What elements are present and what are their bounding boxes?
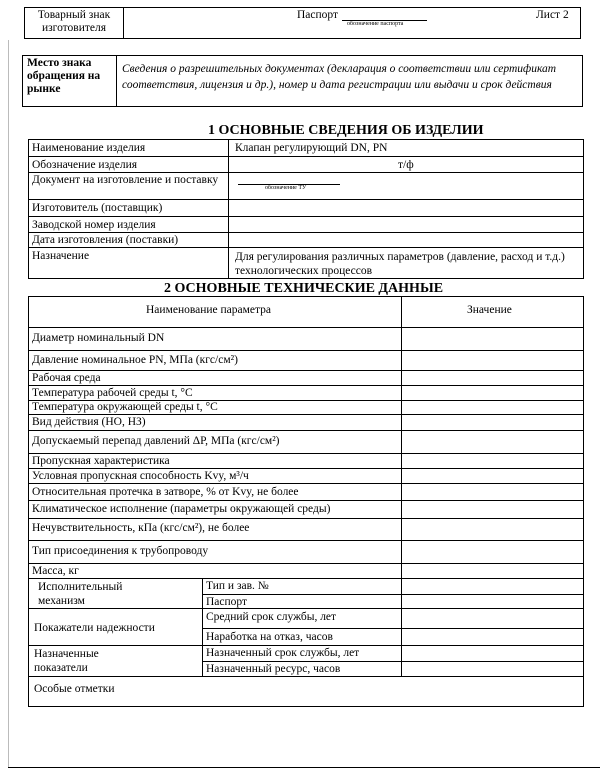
reliability-label: Покажатели надежности: [34, 622, 155, 634]
s1-label-designation: Обозначение изделия: [32, 159, 138, 171]
assigned-life: Назначенный срок службы, лет: [206, 647, 360, 659]
section2-value-divider: [401, 296, 402, 676]
market-mark-description: Сведения о разрешительных документах (декларация о соответствии или сертификат соответствия, лицензия и др.), номер и дата регистрации или выдачи и срок действия: [122, 63, 557, 91]
s1-label-name: Наименование изделия: [32, 142, 146, 154]
s2-group-line: [28, 676, 584, 677]
s1-value-purpose: Для регулирования различных параметров (давление, расход и т.д.) технологических процессов: [235, 251, 565, 277]
s1-row-line: [28, 199, 584, 200]
param-climate: Климатическое исполнение (параметры окружающей среды): [32, 503, 331, 515]
reliability-life: Средний срок службы, лет: [206, 611, 337, 623]
s1-row-line: [28, 247, 584, 248]
s1-label-serial: Заводской номер изделия: [32, 219, 156, 231]
s1-row-line: [28, 216, 584, 217]
s2-group-line: [28, 645, 584, 646]
col-value-header: Значение: [467, 304, 512, 316]
s2-row-line: [28, 414, 584, 415]
s1-label-purpose: Назначение: [32, 250, 90, 262]
s2-row-line: [28, 468, 584, 469]
param-dn: Диаметр номинальный DN: [32, 332, 165, 344]
s1-label-date: Дата изготовления (поставки): [32, 234, 179, 246]
s1-row-line: [28, 172, 584, 173]
page-left-line: [8, 40, 9, 767]
param-flow-char: Пропускная характеристика: [32, 455, 170, 467]
param-pressure-drop: Допускаемый перепад давлений ΔР, МПа (кгс/см²): [32, 435, 280, 447]
s2-row-line: [28, 430, 584, 431]
section1-title: 1 ОСНОВНЫЕ СВЕДЕНИЯ ОБ ИЗДЕЛИИ: [208, 123, 484, 138]
param-mass: Масса, кг: [32, 565, 79, 577]
param-kvy: Условная пропускная способность Kvy, м³/ч: [32, 470, 249, 482]
s2-row-line: [28, 540, 584, 541]
s2-row-line: [28, 578, 584, 579]
s2-row-line: [28, 483, 584, 484]
param-leakage: Относительная протечка в затворе, % от Kvy, не более: [32, 486, 299, 498]
s2-sub-line: [202, 594, 584, 595]
trademark-label: Товарный знак изготовителя: [37, 9, 111, 34]
s1-value-designation: т/ф: [398, 159, 414, 171]
s2-row-line: [28, 350, 584, 351]
reliability-mtbf: Наработка на отказ, часов: [206, 631, 333, 643]
param-insensitivity: Нечувствительность, кПа (кгс/см²), не более: [32, 522, 250, 534]
s1-label-document: Документ на изготовление и поставку: [32, 174, 219, 186]
special-notes-label: Особые отметки: [34, 683, 115, 695]
s2-row-line: [28, 370, 584, 371]
assigned-resource: Назначенный ресурс, часов: [206, 663, 341, 675]
sheet-label: Лист 2: [536, 9, 569, 21]
s2-row-line: [28, 563, 584, 564]
param-pn: Давление номинальное PN, МПа (кгс/см²): [32, 354, 238, 366]
param-ambient-temp: Температура окружающей среды t, °С: [32, 401, 218, 413]
header-divider: [123, 7, 124, 39]
market-mark-label: Место знака обращения на рынке: [27, 57, 101, 95]
s1-value-name: Клапан регулирующий DN, PN: [235, 142, 388, 154]
actuator-label: Исполнительный механизм: [38, 581, 123, 607]
actuator-passport: Паспорт: [206, 596, 248, 608]
s1-value-document: обозначение ТУ: [265, 185, 307, 191]
param-action: Вид действия (НО, НЗ): [32, 416, 146, 428]
assigned-label: Назначенные показатели: [34, 648, 99, 674]
s2-sub-line: [202, 628, 584, 629]
s2-row-line: [28, 327, 584, 328]
s2-row-line: [28, 500, 584, 501]
s2-row-line: [28, 453, 584, 454]
s1-row-line: [28, 156, 584, 157]
s2-row-line: [28, 385, 584, 386]
actuator-type: Тип и зав. №: [206, 580, 269, 592]
param-medium: Рабочая среда: [32, 372, 101, 384]
s2-row-line: [28, 518, 584, 519]
s1-row-line: [28, 232, 584, 233]
s1-label-manufacturer: Изготовитель (поставщик): [32, 202, 163, 214]
passport-label: Паспорт: [297, 9, 339, 21]
market-mark-divider: [116, 55, 117, 107]
section2-title: 2 ОСНОВНЫЕ ТЕХНИЧЕСКИЕ ДАННЫЕ: [164, 281, 444, 296]
s2-sub-line: [202, 661, 584, 662]
passport-sub: обозначение паспорта: [347, 21, 404, 27]
param-medium-temp: Температура рабочей среды t, °С: [32, 387, 193, 399]
col-param-header: Наименование параметра: [146, 304, 272, 316]
param-connection: Тип присоединения к трубопроводу: [32, 545, 209, 557]
section1-col-divider: [228, 139, 229, 279]
page-bottom-line: [8, 767, 600, 768]
s2-group-line: [28, 608, 584, 609]
